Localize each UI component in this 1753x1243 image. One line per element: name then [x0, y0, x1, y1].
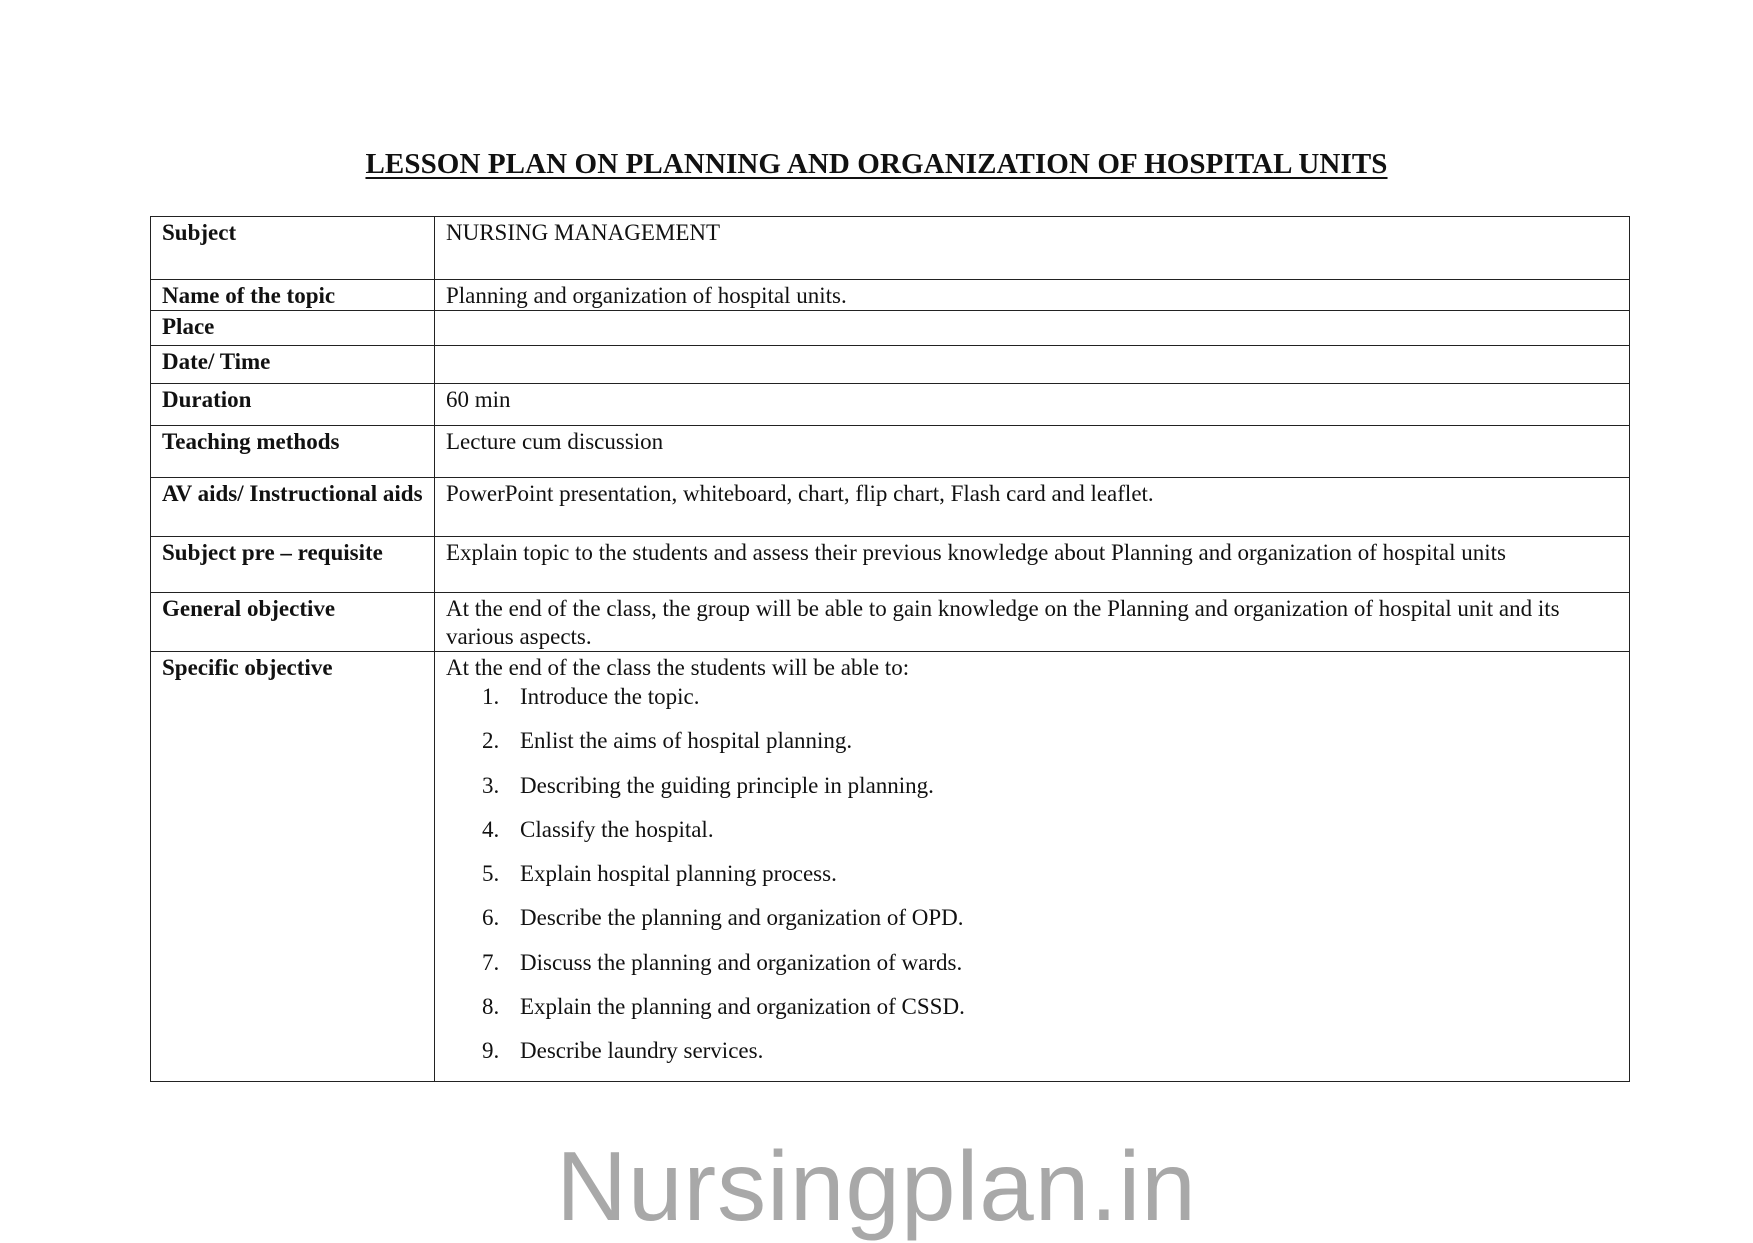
list-item-number: 3.	[482, 772, 500, 798]
list-item-text: Enlist the aims of hospital planning.	[520, 728, 853, 754]
list-item-text: Explain hospital planning process.	[520, 861, 837, 887]
row-label-av-aids: AV aids/ Instructional aids	[151, 478, 435, 537]
row-label-subject: Subject	[151, 217, 435, 280]
row-value-specific-objective	[435, 652, 1630, 1082]
list-item-text: Classify the hospital.	[520, 816, 714, 842]
table-row	[151, 537, 1630, 593]
row-value-general-objective: At the end of the class, the group will be able to gain knowledge on the Planning and organization of hospital unit and its various aspects.	[435, 593, 1630, 652]
document-title: LESSON PLAN ON PLANNING AND ORGANIZATION OF HOSPITAL UNITS	[365, 148, 1388, 180]
watermark: Nursingplan.in	[556, 1131, 1197, 1241]
list-item	[482, 948, 1619, 992]
list-item	[482, 815, 1619, 859]
specific-objective-intro: At the end of the class the students will be able to:	[446, 655, 910, 680]
list-item-number: 2.	[482, 728, 500, 754]
table-row	[151, 311, 1630, 346]
table-row	[151, 346, 1630, 384]
table-row	[151, 384, 1630, 426]
table-row	[151, 280, 1630, 311]
table-row	[151, 426, 1630, 478]
list-item-text: Describe the planning and organization of OPD.	[520, 905, 964, 931]
row-value-subject: NURSING MANAGEMENT	[435, 217, 1630, 280]
list-item-number: 4.	[482, 816, 500, 842]
list-item-number: 6.	[482, 905, 500, 931]
row-label-prerequisite: Subject pre – requisite	[151, 537, 435, 593]
objective-list	[446, 682, 1619, 1081]
table-row	[151, 593, 1630, 652]
list-item-number: 5.	[482, 861, 500, 887]
list-item	[482, 859, 1619, 903]
table-row	[151, 217, 1630, 280]
list-item	[482, 903, 1619, 947]
row-label-duration: Duration	[151, 384, 435, 426]
row-label-general-objective: General objective	[151, 593, 435, 652]
row-label-specific-objective: Specific objective	[151, 652, 435, 1082]
table-row	[151, 652, 1630, 1082]
list-item	[482, 992, 1619, 1036]
list-item-number: 9.	[482, 1038, 500, 1064]
row-label-topic: Name of the topic	[151, 280, 435, 311]
list-item-text: Discuss the planning and organization of wards.	[520, 949, 963, 975]
row-value-duration: 60 min	[435, 384, 1630, 426]
row-value-date-time	[435, 346, 1630, 384]
row-label-teaching-methods: Teaching methods	[151, 426, 435, 478]
row-label-place: Place	[151, 311, 435, 346]
list-item-text: Describing the guiding principle in planning.	[520, 772, 934, 798]
row-value-av-aids: PowerPoint presentation, whiteboard, chart, flip chart, Flash card and leaflet.	[435, 478, 1630, 537]
lesson-plan-table	[150, 216, 1630, 1082]
list-item-number: 8.	[482, 994, 500, 1020]
row-value-topic: Planning and organization of hospital units.	[435, 280, 1630, 311]
list-item-text: Introduce the topic.	[520, 684, 700, 709]
table-row	[151, 478, 1630, 537]
list-item-number: 7.	[482, 949, 500, 975]
row-value-teaching-methods: Lecture cum discussion	[435, 426, 1630, 478]
row-value-place	[435, 311, 1630, 346]
list-item	[482, 771, 1619, 815]
list-item-text: Explain the planning and organization of CSSD.	[520, 994, 965, 1020]
row-label-date-time: Date/ Time	[151, 346, 435, 384]
row-value-prerequisite: Explain topic to the students and assess their previous knowledge about Planning and organization of hospital units	[435, 537, 1630, 593]
list-item-text: Describe laundry services.	[520, 1038, 764, 1064]
list-item	[482, 1036, 1619, 1080]
list-item-number: 1.	[482, 684, 500, 709]
list-item	[482, 682, 1619, 726]
list-item	[482, 726, 1619, 770]
